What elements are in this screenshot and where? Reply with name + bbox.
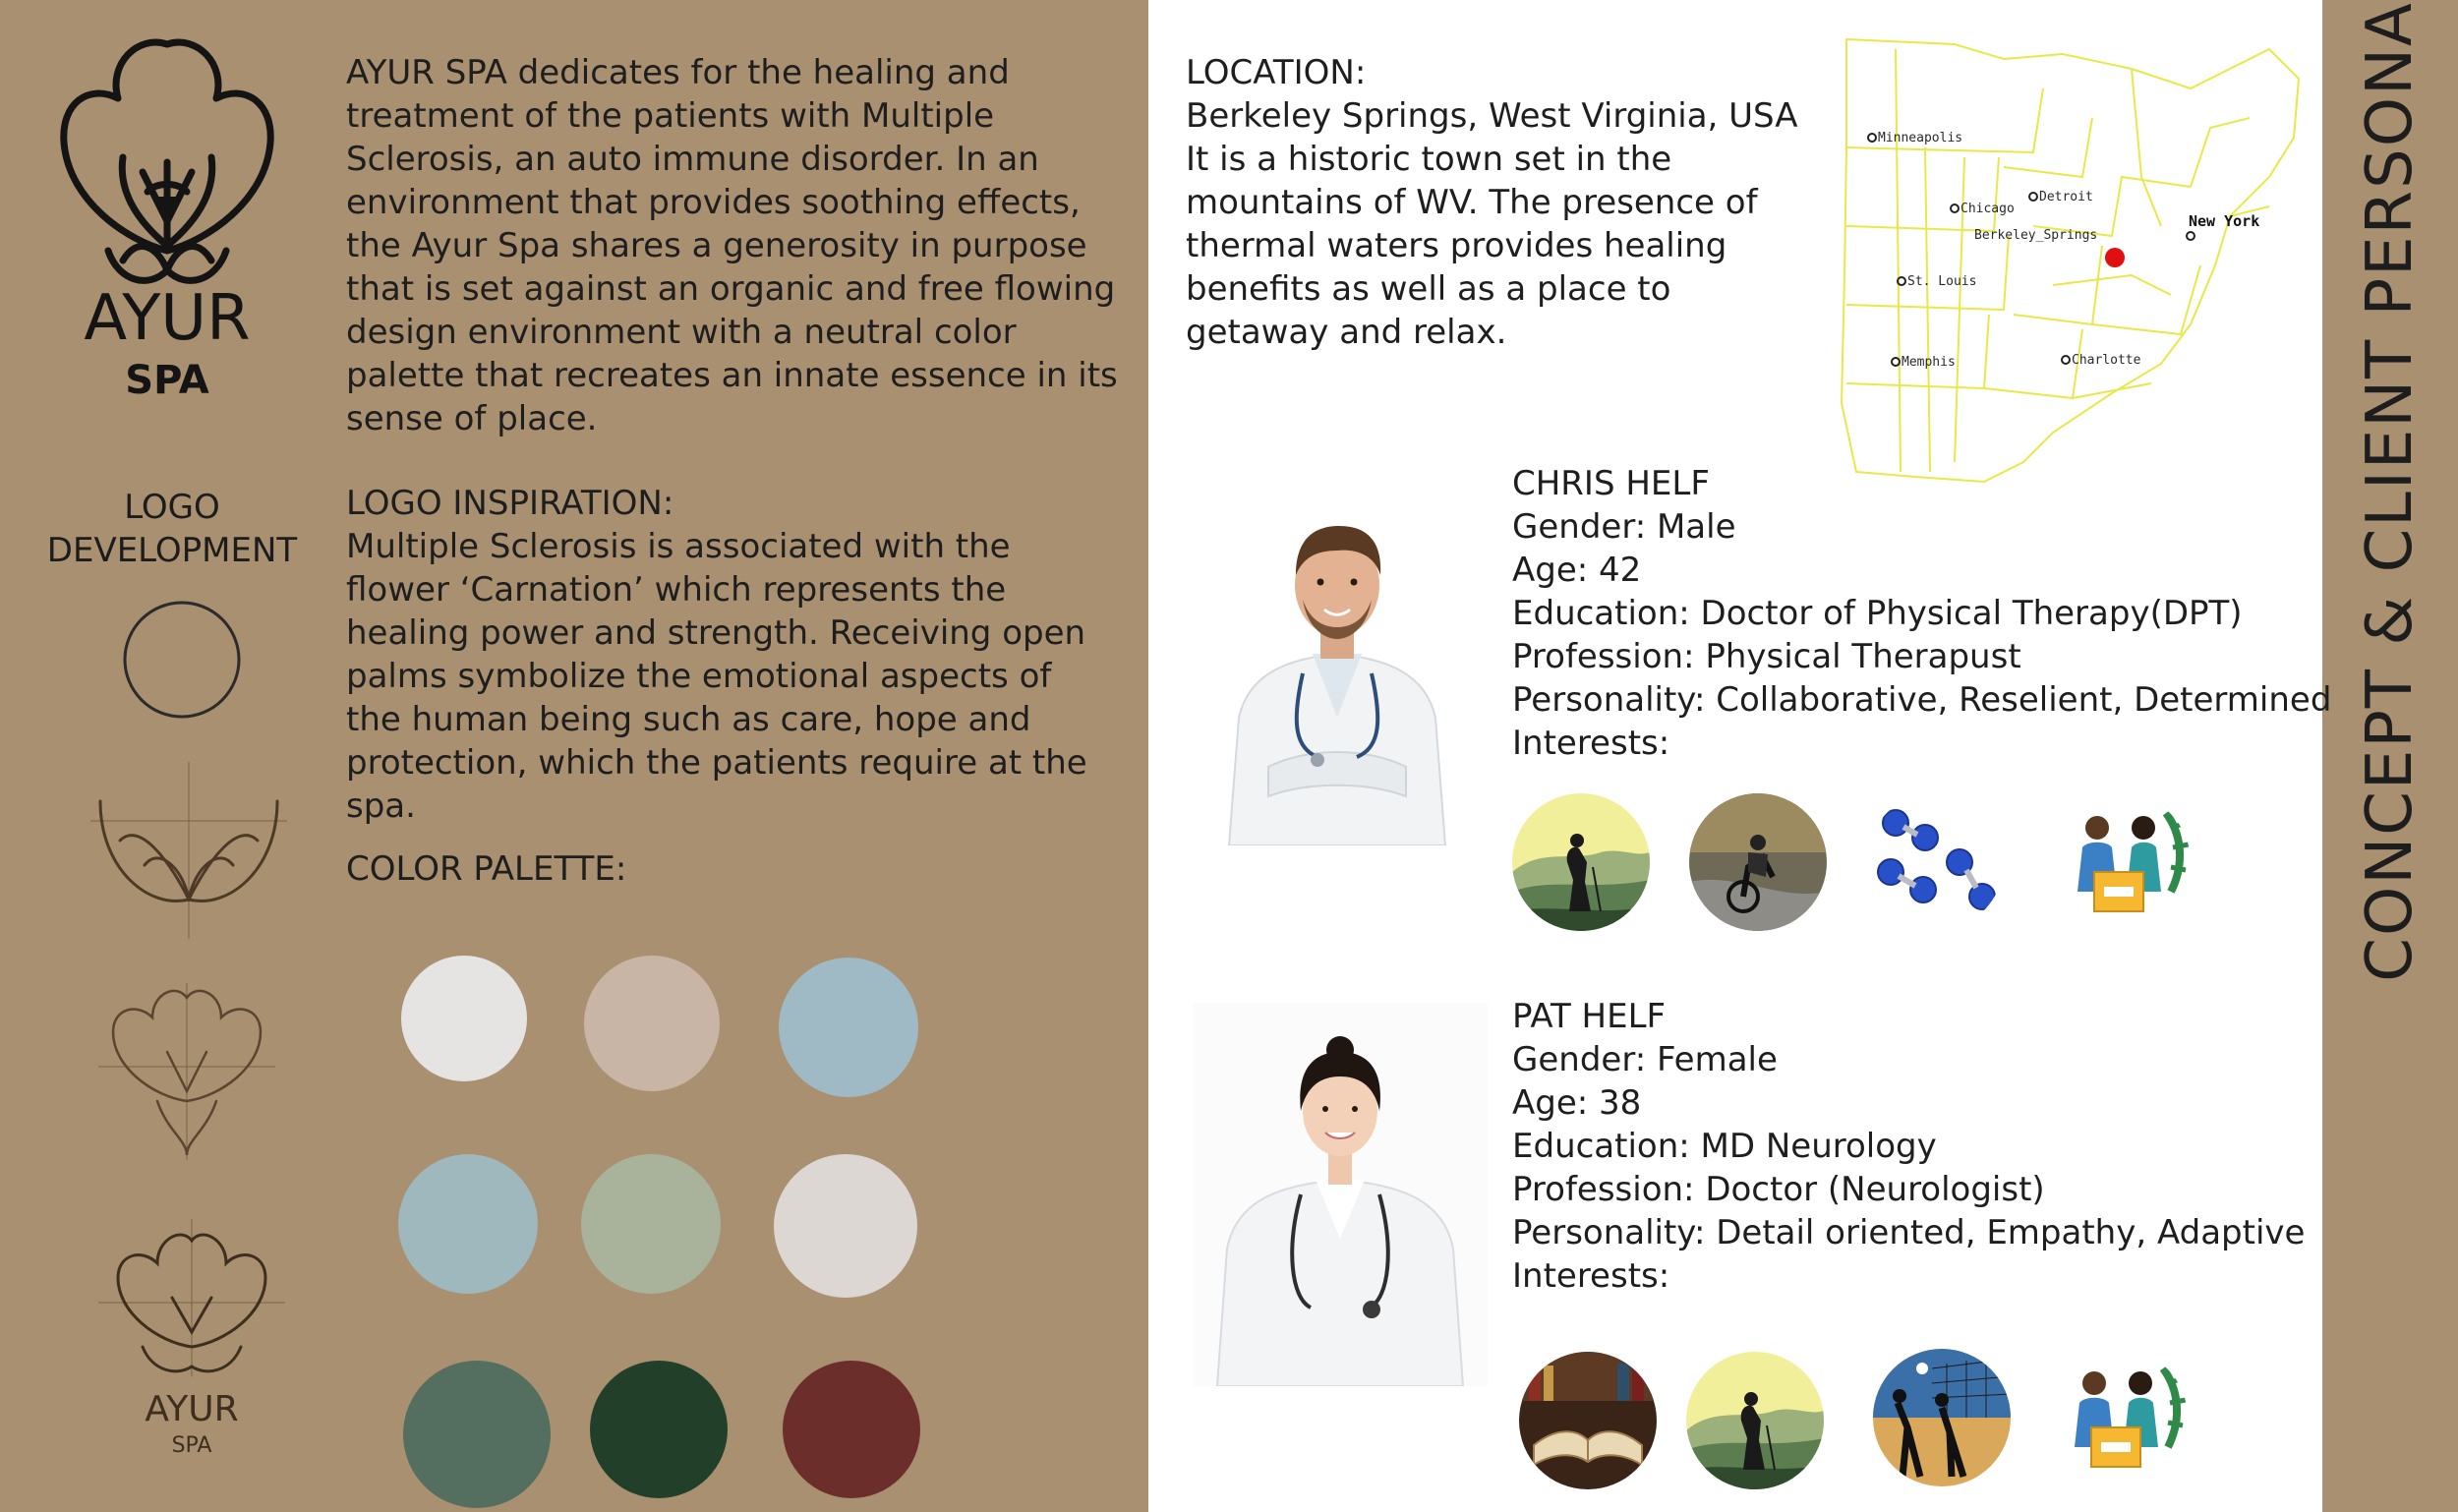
color-swatch (584, 956, 720, 1091)
persona-interests-label: Interests: (1512, 1256, 1670, 1296)
persona-gender: Gender: Female (1512, 1040, 1778, 1079)
logo-word: AYUR (84, 282, 251, 355)
berkeley-springs-marker (2105, 248, 2125, 267)
color-swatch (779, 958, 918, 1097)
persona-education: Education: Doctor of Physical Therapy(DPT) (1512, 594, 2243, 633)
persona-name: CHRIS HELF (1512, 464, 1710, 503)
color-swatch (581, 1154, 721, 1294)
color-swatch (401, 956, 527, 1081)
sketch-circle (118, 596, 246, 724)
persona-personality: Personality: Detail oriented, Empathy, Adaptive (1512, 1213, 2306, 1252)
location-block (1186, 51, 1815, 354)
page-title: CONCEPT & CLIENT PERSONA (2354, 1, 2427, 982)
ayur-spa-logo (49, 25, 285, 418)
persona-profession: Profession: Physical Therapust (1512, 637, 2021, 676)
color-swatch (783, 1361, 920, 1498)
logo-inspiration (346, 482, 1113, 828)
city-chicago: Chicago (1961, 202, 2015, 216)
sketch-final-logo (98, 1219, 285, 1465)
reading-icon (1519, 1352, 1657, 1489)
hiking-icon (1512, 793, 1650, 931)
color-swatch (403, 1361, 551, 1508)
city-memphis: Memphis (1902, 355, 1956, 370)
city-berkeley: Berkeley_Springs (1974, 228, 2098, 243)
persona-gender: Gender: Male (1512, 507, 1736, 547)
chris-helf-photo (1209, 482, 1465, 845)
persona-interests-label: Interests: (1512, 724, 1670, 763)
city-st-louis: St. Louis (1907, 274, 1977, 289)
volunteering-icon (2053, 793, 2191, 931)
dumbbells-icon (1866, 793, 2004, 931)
location-heading: LOCATION: (1186, 53, 1367, 92)
city-detroit: Detroit (2039, 190, 2093, 204)
color-swatch (590, 1361, 728, 1498)
logo-development-label: LOGO DEVELOPMENT (46, 488, 298, 570)
persona-pat (1512, 995, 2305, 1298)
persona-name: PAT HELF (1512, 997, 1667, 1036)
color-swatch (774, 1154, 917, 1298)
persona-education: Education: MD Neurology (1512, 1127, 1937, 1166)
intro-paragraph: AYUR SPA dedicates for the healing and treatment of the patients with Multiple Sclerosis, an auto immune disorder. In an environment that provides soothing effects, the Ayur Spa shares a generosity in purpose that is set against an organic and free flowing design environment with a neutral color palette that recreates an innate essence in its sense of place. (346, 53, 1118, 438)
pat-helf-photo (1193, 1003, 1488, 1386)
color-swatch (398, 1154, 538, 1294)
volleyball-icon (1873, 1349, 2011, 1486)
persona-chris (1512, 462, 2331, 765)
persona-age: Age: 42 (1512, 551, 1642, 590)
persona-personality: Personality: Collaborative, Reselient, Determined (1512, 680, 2332, 720)
us-map (1837, 29, 2311, 492)
logo-inspiration-heading: LOGO INSPIRATION: (346, 484, 674, 523)
logo-sub: SPA (125, 358, 209, 403)
city-minneapolis: Minneapolis (1878, 131, 1963, 145)
volunteering-icon (2050, 1349, 2188, 1486)
sketch-flower (98, 983, 275, 1160)
cycling-icon (1689, 793, 1827, 931)
color-palette-heading: COLOR PALETTE: (346, 849, 627, 889)
persona-age: Age: 38 (1512, 1083, 1642, 1123)
persona-profession: Profession: Doctor (Neurologist) (1512, 1170, 2045, 1209)
hiking-icon (1686, 1352, 1824, 1489)
sketch-logo-word: AYUR (145, 1389, 239, 1429)
city-new-york: New York (2189, 212, 2260, 230)
location-description: It is a historic town set in the mountains of WV. The presence of thermal waters provides healing benefits as well as a place to getaway and relax. (1186, 140, 1758, 352)
city-charlotte: Charlotte (2072, 353, 2141, 368)
sketch-logo-sub: SPA (171, 1433, 212, 1458)
location-place: Berkeley Springs, West Virginia, USA (1186, 96, 1798, 136)
logo-inspiration-body: Multiple Sclerosis is associated with the flower ‘Carnation’ which represents the healing power and strength. Receiving open palms symbolize the emotional aspects of the human being such as care, hope and protection, which the patients require at the spa. (346, 527, 1087, 826)
sketch-palms (90, 762, 287, 939)
